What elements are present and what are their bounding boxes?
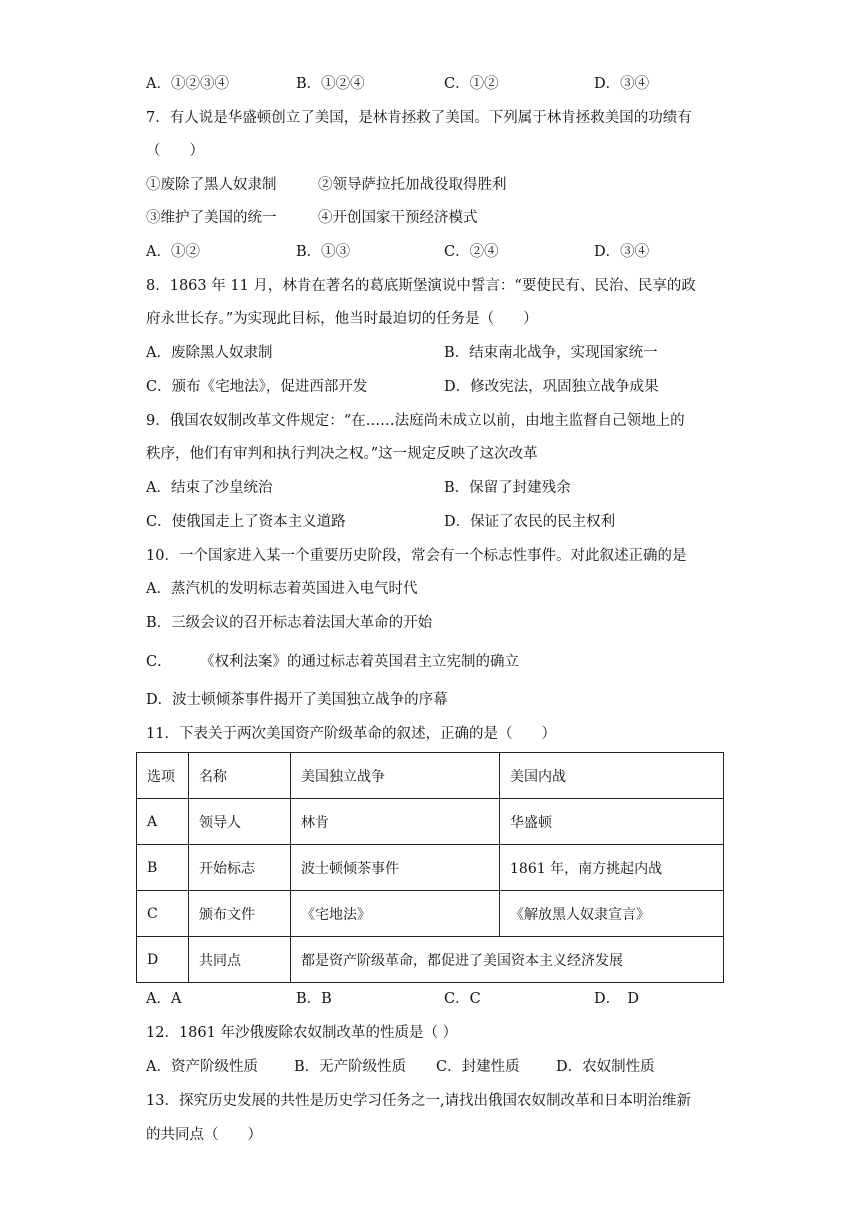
table-cell: 《解放黑人奴隶宣言》 [500, 891, 724, 937]
q10-option-a[interactable]: A．蒸汽机的发明标志着英国进入电气时代 [146, 581, 418, 597]
q7-option-d[interactable]: D．③④ [594, 244, 650, 260]
q8-stem: 8．1863 年 11 月，林肯在著名的葛底斯堡演说中誓言：“要使民有、民治、民享的政 [146, 278, 696, 294]
q10-option-c-letter[interactable]: C． [146, 654, 172, 670]
q6-option-a[interactable]: A．①②③④ [146, 76, 229, 92]
table-cell: D [137, 937, 189, 983]
q10-option-c[interactable]: 《权利法案》的通过标志着英国君主立宪制的确立 [200, 654, 519, 670]
q12-option-c[interactable]: C．封建性质 [436, 1059, 520, 1075]
q9-option-d[interactable]: D．保证了农民的民主权利 [444, 514, 616, 530]
table-cell: 共同点 [189, 937, 291, 983]
q9-option-a[interactable]: A．结束了沙皇统治 [146, 480, 273, 496]
q9-stem: 9．俄国农奴制改革文件规定：“在……法庭尚未成立以前，由地主监督自己领地上的 [146, 413, 685, 429]
table-row [137, 891, 724, 937]
table-cell: 选项 [137, 753, 189, 799]
q7-option-c[interactable]: C．②④ [444, 244, 499, 260]
q6-option-b[interactable]: B．①②④ [296, 76, 365, 92]
q7-item-3: ③维护了美国的统一 [146, 210, 277, 226]
table-cell: A [137, 799, 189, 845]
table-cell: 美国内战 [500, 753, 724, 799]
q11-table [136, 752, 724, 983]
table-cell: 名称 [189, 753, 291, 799]
q13-stem-cont: 的共同点（ ） [146, 1127, 262, 1143]
table-cell: 1861 年，南方挑起内战 [500, 845, 724, 891]
table-cell: 《宅地法》 [291, 891, 500, 937]
q7-item-2: ②领导萨拉托加战役取得胜利 [318, 177, 507, 193]
table-header-row [137, 753, 724, 799]
q8-option-a[interactable]: A．废除黑人奴隶制 [146, 345, 273, 361]
q10-option-b[interactable]: B．三级会议的召开标志着法国大革命的开始 [146, 615, 433, 631]
q10-stem: 10．一个国家进入某一个重要历史阶段，常会有一个标志性事件。对此叙述正确的是 [146, 548, 687, 564]
q8-option-b[interactable]: B．结束南北战争，实现国家统一 [444, 345, 658, 361]
q11-option-b[interactable]: B．B [296, 991, 332, 1007]
q7-item-4: ④开创国家干预经济模式 [318, 210, 478, 226]
table-cell: 都是资产阶级革命，都促进了美国资本主义经济发展 [291, 937, 724, 983]
q10-option-d[interactable]: D．波士顿倾茶事件揭开了美国独立战争的序幕 [146, 692, 448, 708]
table-cell: 美国独立战争 [291, 753, 500, 799]
table-cell: 波士顿倾茶事件 [291, 845, 500, 891]
q8-option-d[interactable]: D．修改宪法，巩固独立战争成果 [444, 379, 659, 395]
q7-option-a[interactable]: A．①② [146, 244, 200, 260]
q12-option-a[interactable]: A．资产阶级性质 [146, 1059, 258, 1075]
table-cell: C [137, 891, 189, 937]
q11-option-c[interactable]: C．C [444, 991, 481, 1007]
q13-stem: 13．探究历史发展的共性是历史学习任务之一,请找出俄国农奴制改革和日本明治维新 [146, 1093, 692, 1109]
q6-option-d[interactable]: D．③④ [594, 76, 650, 92]
q12-stem: 12．1861 年沙俄废除农奴制改革的性质是（ ） [146, 1025, 458, 1041]
q11-option-d[interactable]: D． D [594, 991, 640, 1007]
q9-option-b[interactable]: B．保留了封建残余 [444, 480, 571, 496]
q7-option-b[interactable]: B．①③ [296, 244, 351, 260]
table-cell: 林肯 [291, 799, 500, 845]
table-cell: 领导人 [189, 799, 291, 845]
q9-option-c[interactable]: C．使俄国走上了资本主义道路 [146, 514, 346, 530]
q11-stem: 11．下表关于两次美国资产阶级革命的叙述，正确的是（ ） [146, 726, 556, 742]
q7-item-1: ①废除了黑人奴隶制 [146, 177, 277, 193]
table-row [137, 845, 724, 891]
q7-stem: 7．有人说是华盛顿创立了美国，是林肯拯救了美国。下列属于林肯拯救美国的功绩有 [146, 110, 692, 126]
q11-option-a[interactable]: A．A [146, 991, 182, 1007]
table-cell: 颁布文件 [189, 891, 291, 937]
q9-stem-cont: 秩序，他们有审判和执行判决之权。”这一规定反映了这次改革 [146, 446, 538, 462]
q12-option-d[interactable]: D．农奴制性质 [556, 1059, 655, 1075]
table-cell: B [137, 845, 189, 891]
q12-option-b[interactable]: B．无产阶级性质 [294, 1059, 407, 1075]
table-row [137, 937, 724, 983]
table-cell: 开始标志 [189, 845, 291, 891]
q8-option-c[interactable]: C．颁布《宅地法》，促进西部开发 [146, 379, 368, 395]
q6-option-c[interactable]: C．①② [444, 76, 499, 92]
table-cell: 华盛顿 [500, 799, 724, 845]
q7-stem-blank: （ ） [146, 143, 204, 159]
table-row [137, 799, 724, 845]
q8-stem-cont: 府永世长存。”为实现此目标，他当时最迫切的任务是（ ） [146, 311, 538, 327]
